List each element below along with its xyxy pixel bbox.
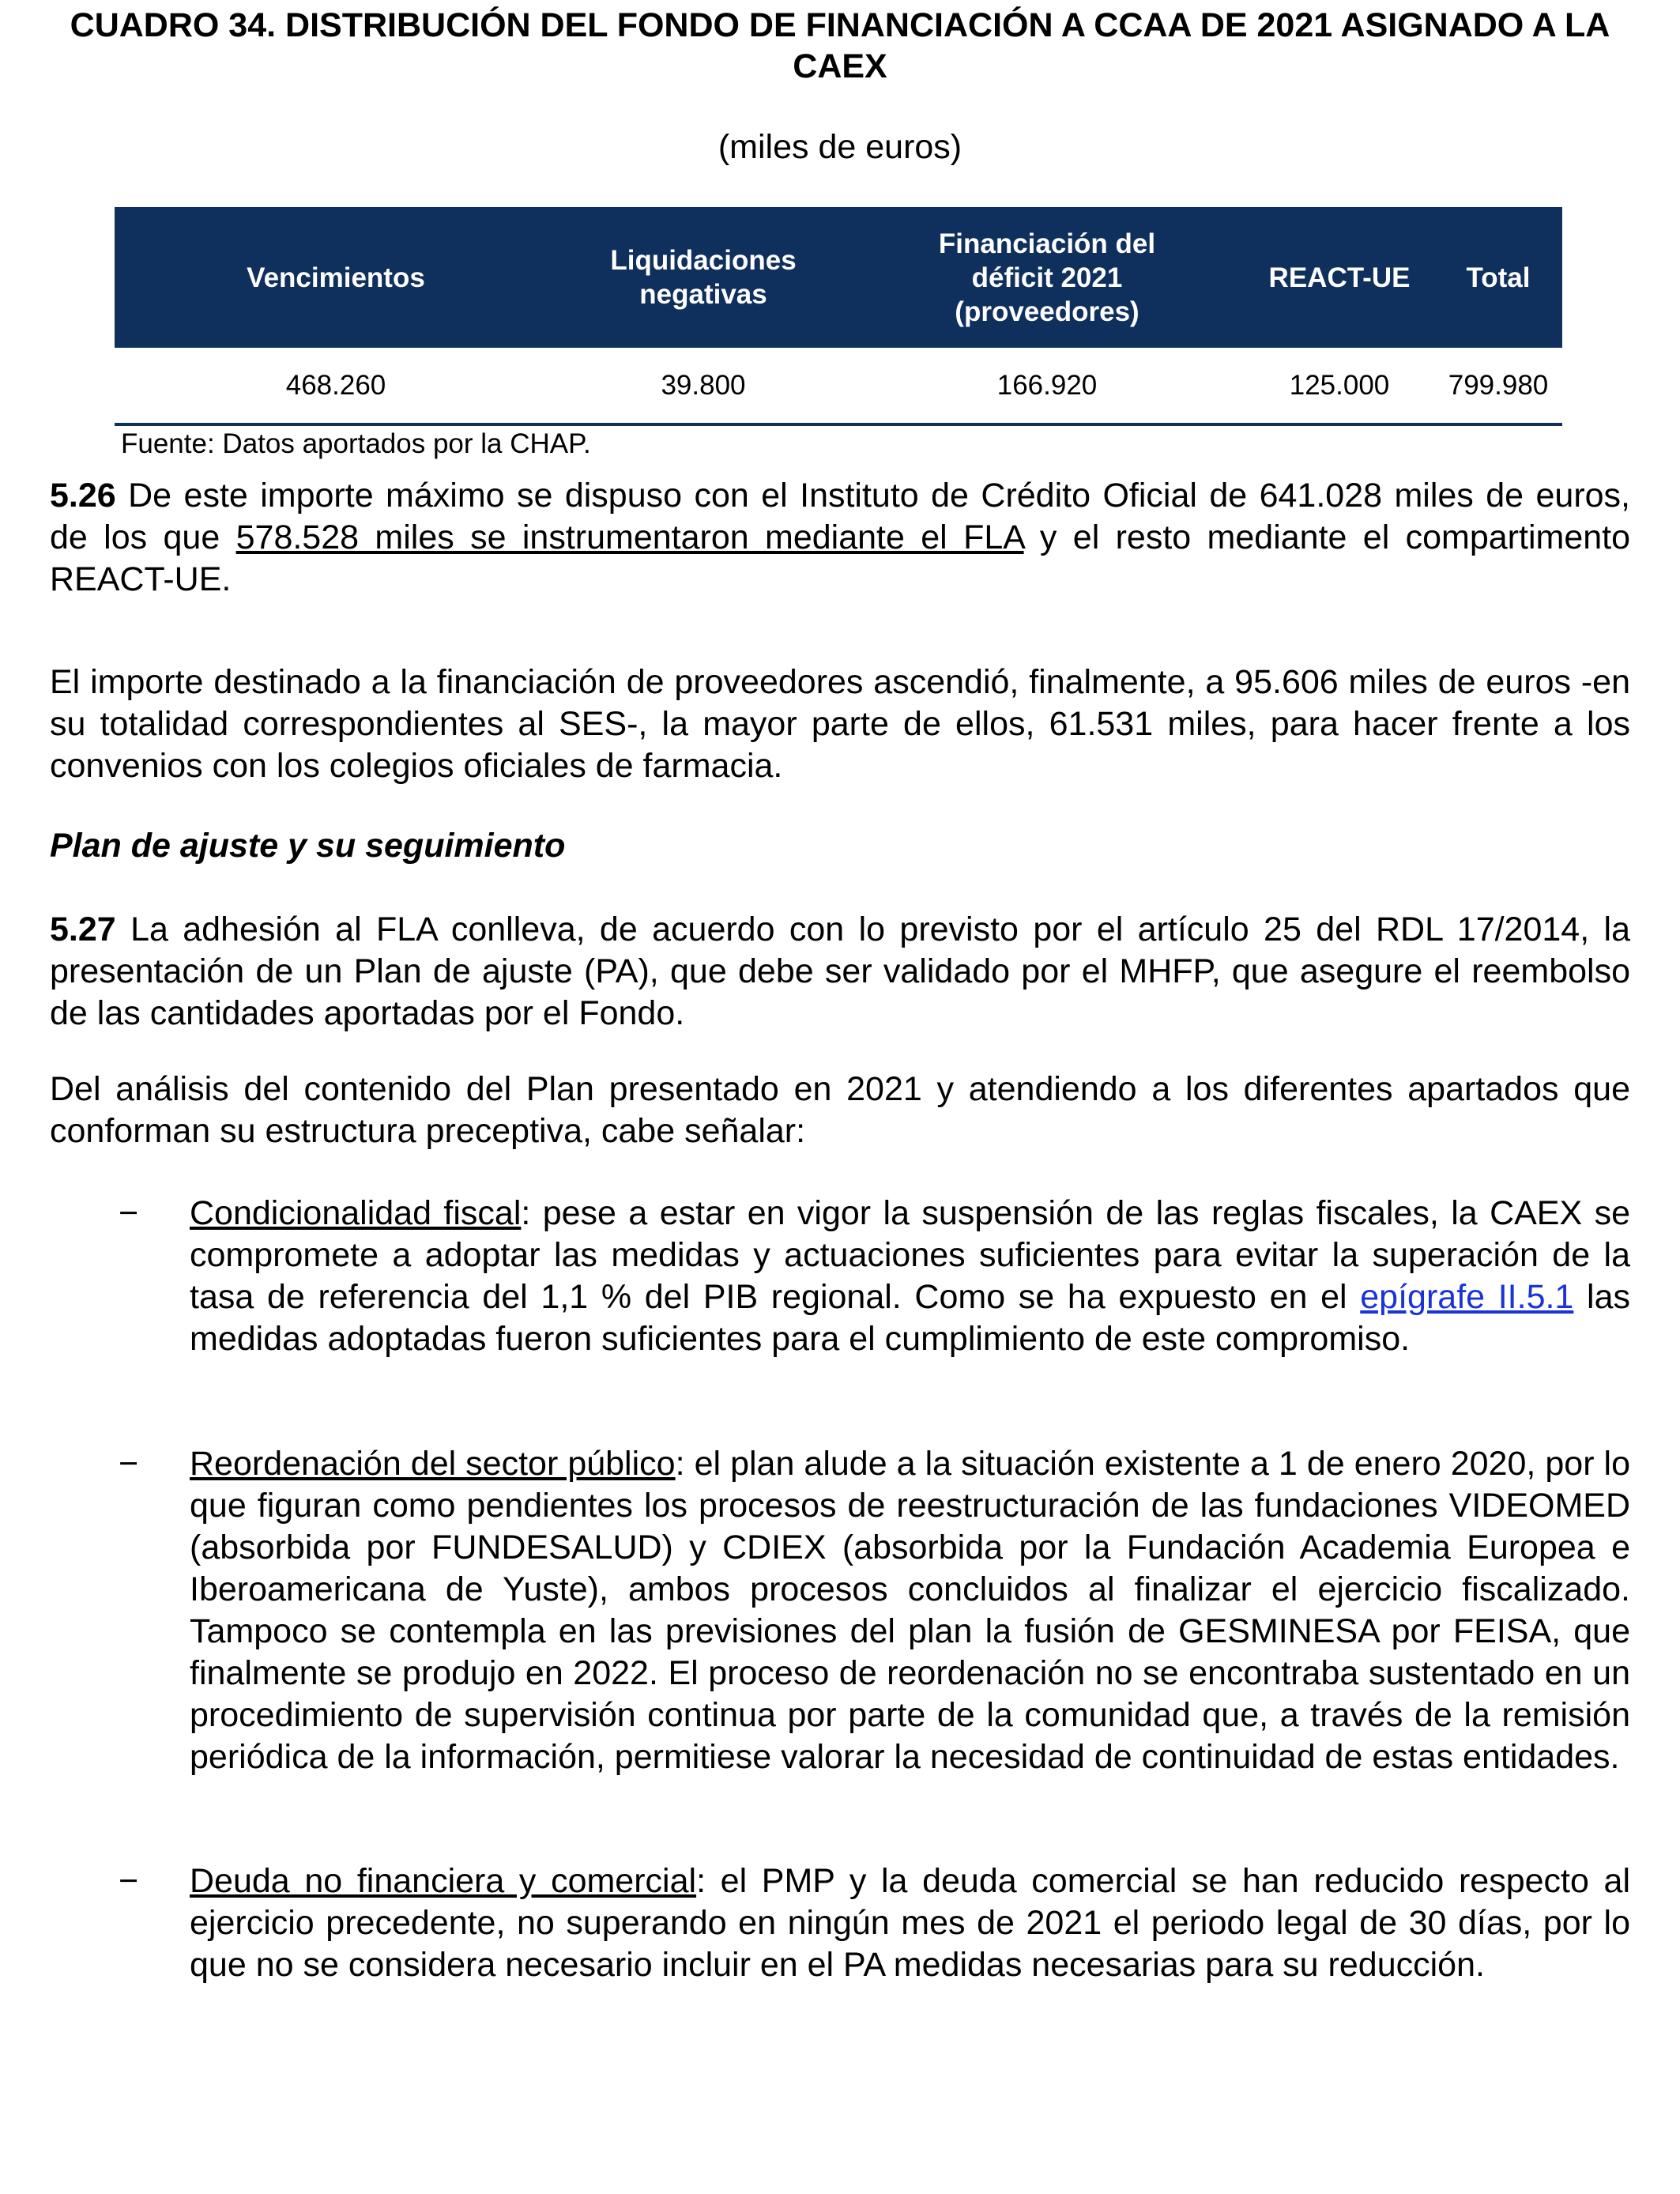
epigrafe-link[interactable]: epígrafe II.5.1 xyxy=(1360,1278,1574,1316)
table-caption: CUADRO 34. DISTRIBUCIÓN DEL FONDO DE FINANCIACIÓN A CCAA DE 2021 ASIGNADO A LA CAEX xyxy=(70,6,1610,85)
header-financiacion-deficit: Financiación del déficit 2021 (proveedores) xyxy=(938,228,1156,327)
paragraph-5-26 xyxy=(50,475,1630,601)
paragraph-text: La adhesión al FLA conlleva, de acuerdo con lo previsto por el artículo 25 del RDL 17/2014, la presentación de un Plan de ajuste (PA), que debe ser validado por el MHFP, que asegure el reembolso de las cantidades aportadas por el Fondo. xyxy=(50,910,1630,1032)
paragraph-number: 5.26 xyxy=(50,477,116,515)
list-item xyxy=(190,1860,1630,1986)
table-header-row xyxy=(115,207,1562,348)
bullet-term: Deuda no financiera y comercial xyxy=(190,1862,697,1900)
paragraph-analisis: Del análisis del contenido del Plan presentado en 2021 y atendiendo a los diferentes apartados que conforman su estructura preceptiva, cabe señalar: xyxy=(50,1070,1630,1150)
table-units: (miles de euros) xyxy=(718,128,962,166)
underlined-text: 578.528 miles se instrumentaron mediante el FLA xyxy=(235,518,1024,556)
cell-total: 799.980 xyxy=(1448,369,1549,401)
table-source: Fuente: Datos aportados por la CHAP. xyxy=(121,428,591,459)
paragraph-5-27 xyxy=(50,909,1630,1035)
header-vencimientos: Vencimientos xyxy=(247,262,425,293)
bullet-dash: − xyxy=(119,1445,139,1483)
cell-liquidaciones-negativas: 39.800 xyxy=(661,369,746,401)
paragraph-number: 5.27 xyxy=(50,910,116,948)
paragraph-text: De este importe máximo se dispuso con el Instituto de Crédito Oficial de 641.028 miles de euros, de los que xyxy=(50,477,1630,556)
cell-financiacion-deficit: 166.920 xyxy=(996,369,1098,401)
cell-react-ue: 125.000 xyxy=(1289,369,1390,401)
section-heading: Plan de ajuste y su seguimiento xyxy=(50,827,566,865)
paragraph-proveedores: El importe destinado a la financiación de proveedores ascendió, finalmente, a 95.606 miles de euros -en su totalidad correspondientes al SES-, la mayor parte de ellos, 61.531 miles, para hacer frente a los convenios con los colegios oficiales de farmacia. xyxy=(50,663,1630,785)
list-item xyxy=(190,1443,1630,1778)
bullet-text: las medidas adoptadas fueron suficientes para el cumplimiento de este compromiso. xyxy=(190,1278,1631,1358)
distribution-table xyxy=(115,207,1562,426)
cell-vencimientos: 468.260 xyxy=(285,369,386,401)
header-liquidaciones-negativas: Liquidaciones negativas xyxy=(610,245,797,310)
header-react-ue: REACT-UE xyxy=(1268,262,1411,293)
bullet-term: Reordenación del sector público xyxy=(190,1445,676,1483)
bullet-text: : pese a estar en vigor la suspensión de las reglas fiscales, la CAEX se compromete a adoptar las medidas y actuaciones suficientes para evitar la superación de la tasa de referencia del 1,1 % del PIB regional. Como se ha expuesto en el xyxy=(190,1194,1630,1316)
bullet-term: Condicionalidad fiscal xyxy=(190,1194,522,1232)
paragraph-text: y el resto mediante el compartimento REACT-UE. xyxy=(50,518,1631,598)
bullet-dash: − xyxy=(119,1862,139,1900)
table-row xyxy=(115,348,1562,426)
bullet-text: : el PMP y la deuda comercial se han reducido respecto al ejercicio precedente, no superando en ningún mes de 2021 el periodo legal de 30 días, por lo que no se considera necesario incluir en el PA medidas necesarias para su reducción. xyxy=(190,1862,1630,1984)
list-item xyxy=(190,1193,1630,1360)
bullet-dash: − xyxy=(119,1194,139,1232)
header-total: Total xyxy=(1466,262,1531,293)
bullet-text: : el plan alude a la situación existente a 1 de enero 2020, por lo que figuran como pendientes los procesos de reestructuración de las fundaciones VIDEOMED (absorbida por FUNDESALUD) y CDIEX (absorbida por la Fundación Academia Europea e Iberoamericana de Yuste), ambos procesos concluidos al finalizar el ejercicio fiscalizado. Tampoco se contempla en las previsiones del plan la fusión de GESMINESA por FEISA, que finalmente se produjo en 2022. El proceso de reordenación no se encontraba sustentado en un procedimiento de supervisión continua por parte de la comunidad que, a través de la remisión periódica de la información, permitiese valorar la necesidad de continuidad de estas entidades. xyxy=(190,1445,1631,1776)
